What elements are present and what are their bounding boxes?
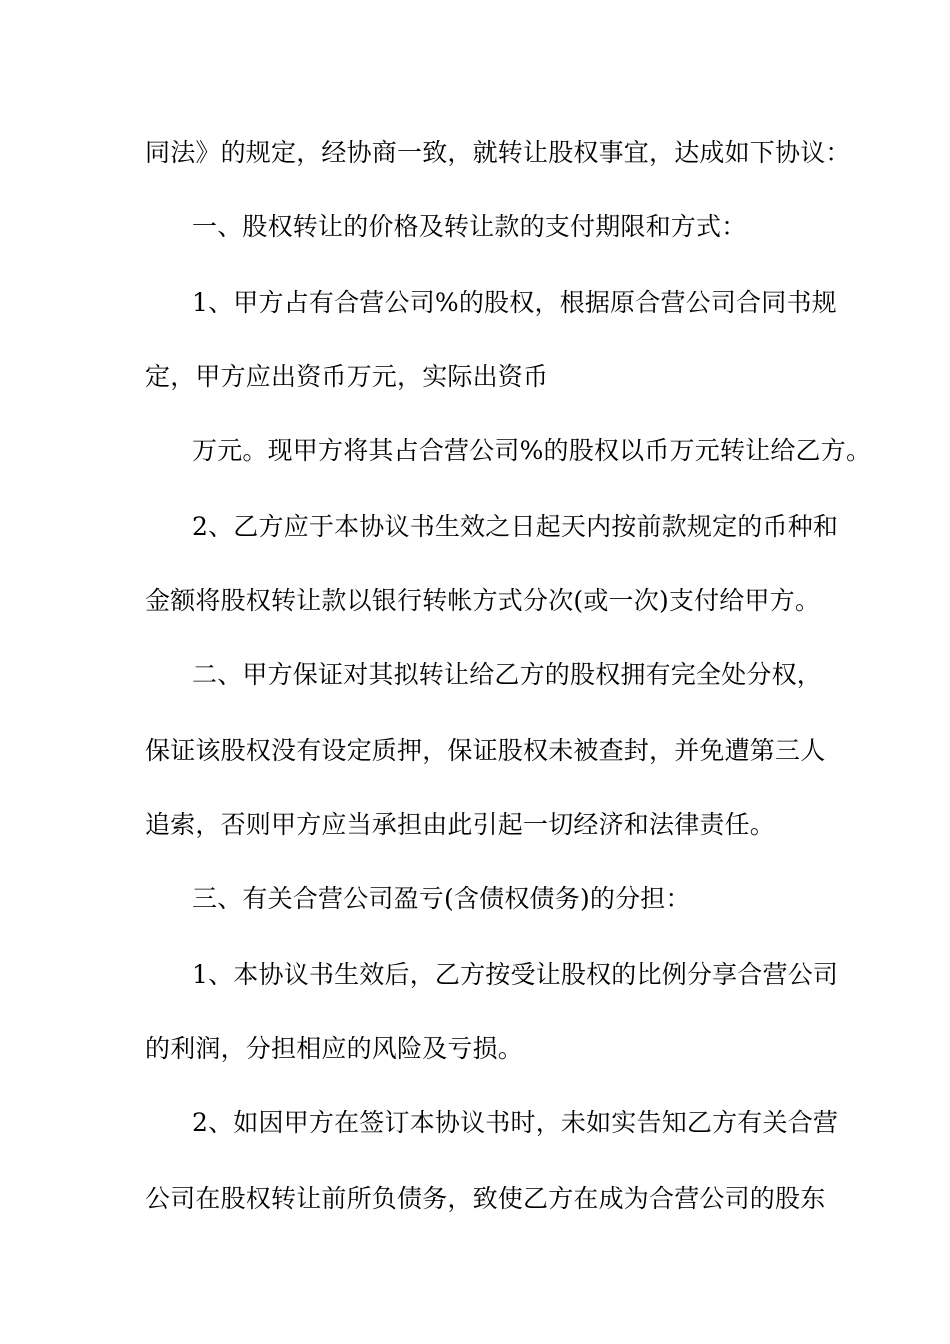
text-line: 的利润，分担相应的风险及亏损。: [145, 1034, 524, 1063]
text-line: 1、本协议书生效后，乙方按受让股权的比例分享合营公司: [192, 960, 839, 989]
text-line: 2、如因甲方在签订本协议书时，未如实告知乙方有关合营: [192, 1108, 839, 1137]
text-line: 金额将股权转让款以银行转帐方式分次(或一次)支付给甲方。: [145, 586, 821, 615]
text-line: 定，甲方应出资币万元，实际出资币: [145, 362, 549, 391]
section-heading: 一、股权转让的价格及转让款的支付期限和方式：: [192, 212, 747, 241]
text-line: 1、甲方占有合营公司%的股权，根据原合营公司合同书规: [192, 288, 837, 317]
text-line: 同法》的规定，经协商一致，就转让股权事宜，达成如下协议：: [145, 138, 851, 167]
text-line: 2、乙方应于本协议书生效之日起天内按前款规定的币种和: [192, 512, 839, 541]
section-heading: 三、有关合营公司盈亏(含债权债务)的分担：: [192, 884, 691, 913]
section-heading: 二、甲方保证对其拟转让给乙方的股权拥有完全处分权，: [192, 660, 823, 689]
text-line: 保证该股权没有设定质押，保证股权未被查封，并免遭第三人: [145, 736, 826, 765]
text-line: 万元。现甲方将其占合营公司%的股权以币万元转让给乙方。: [192, 436, 872, 465]
text-line: 公司在股权转让前所负债务，致使乙方在成为合营公司的股东: [145, 1184, 826, 1213]
text-line: 追索，否则甲方应当承担由此引起一切经济和法律责任。: [145, 810, 776, 839]
